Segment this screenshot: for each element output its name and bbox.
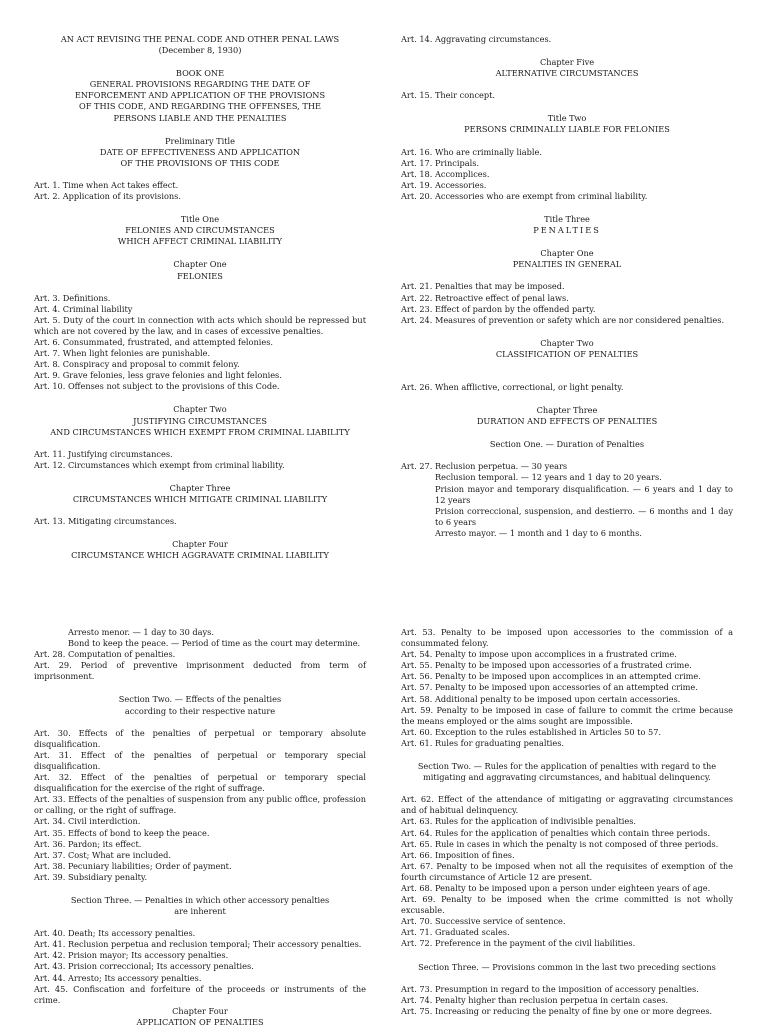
article-line: Art. 71. Graduated scales. [401, 927, 510, 938]
indented-line: Reclusion temporal. — 12 years and 1 day to 20 years. [435, 472, 662, 483]
section-heading: Chapter One [540, 248, 594, 259]
heading-line: PENALTIES IN GENERAL [512, 259, 622, 270]
article-line: Art. 39. Subsidiary penalty. [34, 871, 148, 882]
section-heading: Preliminary Title [164, 135, 236, 146]
indented-line: Prision correccional, suspension, and destierro. — 6 months and 1 day to 6 years [435, 505, 733, 527]
article-line: Art. 73. Presumption in regard to the imposition of accessory penalties. [401, 983, 699, 994]
heading-line: CIRCUMSTANCES WHICH MITIGATE CRIMINAL LIABILITY [72, 494, 328, 504]
article-line: Art. 28. Computation of penalties. [34, 649, 176, 660]
heading-line: AN ACT REVISING THE PENAL CODE AND OTHER PENAL LAWS [60, 34, 340, 44]
article-line: Art. 16. Who are criminally liable. [401, 146, 542, 157]
bottom-right-column [401, 627, 733, 1017]
article-line: Art. 24. Measures of prevention or safety which are nor considered penalties. [401, 314, 725, 325]
article-line: Art. 9. Grave felonies, less grave felonies and light felonies. [34, 370, 282, 381]
article-line: Art. 4. Criminal liability [34, 303, 133, 314]
heading-line: JUSTIFYING CIRCUMSTANCES [133, 415, 267, 426]
section-heading: Chapter Two [540, 337, 594, 348]
heading-line: WHICH AFFECT CRIMINAL LIABILITY [117, 236, 283, 247]
section-heading: Chapter Five [539, 57, 595, 68]
top-right-column [401, 34, 733, 539]
article-line: Art. 10. Offenses not subject to the provisions of this Code. [34, 381, 280, 392]
heading-line: OF THE PROVISIONS OF THIS CODE [120, 157, 280, 168]
article-line: Art. 64. Rules for the application of penalties which contain three periods. [401, 827, 711, 838]
article-line: Art. 21. Penalties that may be imposed. [401, 281, 565, 292]
article-line: Art. 70. Successive service of sentence. [401, 916, 566, 927]
article-line: Art. 8. Conspiracy and proposal to commit felony. [34, 359, 240, 370]
top-left-column [34, 34, 366, 561]
section-heading: Section Two. — Effects of the penalties [118, 694, 282, 705]
heading-line: CIRCUMSTANCE WHICH AGGRAVATE CRIMINAL LIABILITY [71, 550, 329, 561]
section-heading: Chapter Three [169, 482, 231, 493]
section-heading: Section Two. — Rules for the application of penalties with regard to the [417, 761, 717, 772]
section-heading: Section Three. — Provisions common in the last two preceding sections [418, 961, 716, 972]
heading-line: AND CIRCUMSTANCES WHICH EXEMPT FROM CRIMINAL LIABILITY [50, 426, 350, 437]
article-line: Art. 66. Imposition of fines. [401, 849, 515, 860]
heading-line: PERSONS LIABLE AND THE PENALTIES [113, 112, 287, 123]
article-line: Art. 57. Penalty to be imposed upon accessories of an attempted crime. [401, 682, 698, 693]
heading-line: PENALTIES [533, 225, 601, 236]
article-line: Art. 68. Penalty to be imposed upon a person under eighteen years of age. [401, 882, 711, 893]
section-heading: Section Three. — Penalties in which other accessory penalties [70, 894, 330, 905]
article-line: Art. 41. Reclusion perpetua and reclusion temporal; Their accessory penalties. [34, 939, 362, 950]
section-heading: Title Three [544, 214, 590, 225]
article-line: Art. 40. Death; Its accessory penalties. [34, 928, 196, 939]
article-line: Art. 58. Additional penalty to be imposed upon certain accessories. [401, 693, 681, 704]
article-line: Art. 29. Period of preventive imprisonment deducted from term of imprisonment. [34, 660, 366, 682]
article-line: Art. 5. Duty of the court in connection with acts which should be repressed but which are not covered by the law, and in cases of excessive penalties. [34, 314, 366, 336]
article-line: Art. 19. Accessories. [401, 179, 487, 190]
article-line: Art. 13. Mitigating circumstances. [34, 516, 177, 527]
article-line: Art. 11. Justifying circumstances. [34, 448, 173, 459]
article-line: Art. 7. When light felonies are punishable. [34, 348, 211, 359]
article-line: Art. 18. Accomplices. [401, 168, 490, 179]
article-line: Art. 23. Effect of pardon by the offended party. [401, 303, 596, 314]
article-line: Art. 45. Confiscation and forfeiture of the proceeds or instruments of the crime. [34, 983, 366, 1005]
heading-line: FELONIES [177, 270, 223, 281]
article-line: Art. 3. Definitions. [34, 292, 111, 303]
heading-line: ALTERNATIVE CIRCUMSTANCES [495, 68, 639, 79]
article-line: Art. 75. Increasing or reducing the penalty of fine by one or more degrees. [401, 1005, 713, 1016]
heading-line: according to their respective nature [124, 705, 276, 716]
article-line: Art. 17. Principals. [401, 157, 480, 168]
article-line: Art. 54. Penalty to impose upon accomplices in a frustrated crime. [401, 649, 677, 660]
document-top-half [0, 34, 768, 604]
article-line: Art. 1. Time when Act takes effect. [34, 179, 179, 190]
section-heading: Chapter Three [536, 405, 598, 416]
article-line: Art. 32. Effect of the penalties of perpetual or temporary special disqualification for the exercise of the right of suffrage. [34, 772, 366, 794]
article-line: Art. 43. Prision correccional; Its accessory penalties. [34, 961, 254, 972]
article-line: Art. 37. Cost; What are included. [34, 849, 171, 860]
heading-line: DURATION AND EFFECTS OF PENALTIES [476, 416, 658, 427]
article-line: Art. 74. Penalty higher than reclusion perpetua in certain cases. [401, 994, 669, 1005]
indented-line: Bond to keep the peace. — Period of time as the court may determine. [68, 638, 361, 649]
heading-line: GENERAL PROVISIONS REGARDING THE DATE OF [89, 79, 311, 90]
article-line: Art. 31. Effect of the penalties of perpetual or temporary special disqualification. [34, 749, 366, 771]
heading-line: APPLICATION OF PENALTIES [136, 1016, 264, 1027]
heading-line: ENFORCEMENT AND APPLICATION OF THE PROVISIONS [74, 90, 326, 101]
article-line: Art. 27. Reclusion perpetua. — 30 years [401, 461, 568, 472]
article-line: Art. 42. Prision mayor; Its accessory penalties. [34, 950, 229, 961]
article-line: Art. 33. Effects of the penalties of suspension from any public office, profession or calling, or the right of suffrage. [34, 794, 366, 816]
article-line: Art. 34. Civil interdiction. [34, 816, 141, 827]
section-heading: Chapter Two [173, 404, 227, 415]
article-line: Art. 56. Penalty to be imposed upon accomplices in an attempted crime. [401, 671, 701, 682]
section-heading: Title Two [547, 113, 587, 124]
indented-line: Prision mayor and temporary disqualification. — 6 years and 1 day to 12 years [435, 483, 733, 505]
article-line: Art. 12. Circumstances which exempt from criminal liability. [34, 459, 285, 470]
article-line: Art. 72. Preference in the payment of the civil liabilities. [401, 938, 636, 949]
document-bottom-half [0, 627, 768, 1027]
article-line: Art. 67. Penalty to be imposed when not all the requisites of exemption of the fourth circumstance of Article 12 are present. [401, 860, 733, 882]
section-heading: Chapter One [173, 259, 227, 270]
article-line: Art. 53. Penalty to be imposed upon accessories to the commission of a consummated felony. [401, 627, 733, 649]
heading-line: are inherent [174, 906, 226, 917]
article-line: Art. 2. Application of its provisions. [34, 191, 181, 202]
heading-line: FELONIES AND CIRCUMSTANCES [125, 225, 275, 236]
heading-line: OF THIS CODE, AND REGARDING THE OFFENSES, THE [79, 101, 321, 112]
article-line: Art. 14. Aggravating circumstances. [401, 34, 552, 44]
indented-line: Arresto mayor. — 1 month and 1 day to 6 months. [435, 527, 642, 538]
heading-line: PERSONS CRIMINALLY LIABLE FOR FELONIES [464, 124, 670, 135]
article-line: Art. 62. Effect of the attendance of mitigating or aggravating circumstances and of habitual delinquency. [401, 794, 733, 816]
section-heading: Chapter Four [172, 539, 228, 550]
article-line: Art. 63. Rules for the application of indivisible penalties. [401, 816, 637, 827]
article-line: Art. 36. Pardon; its effect. [34, 838, 142, 849]
article-line: Art. 30. Effects of the penalties of perpetual or temporary absolute disqualification. [34, 727, 366, 749]
section-heading: Section One. — Duration of Penalties [489, 439, 645, 450]
heading-line: mitigating and aggravating circumstances, and habitual delinquency. [423, 772, 711, 783]
article-line: Art. 6. Consummated, frustrated, and attempted felonies. [34, 336, 274, 347]
article-line: Art. 22. Retroactive effect of penal laws. [401, 292, 569, 303]
article-line: Art. 60. Exception to the rules established in Articles 50 to 57. [401, 726, 662, 737]
indented-line: Arresto menor. — 1 day to 30 days. [68, 627, 214, 637]
bottom-left-column [34, 627, 366, 1028]
article-line: Art. 15. Their concept. [401, 90, 496, 101]
heading-line: (December 8, 1930) [158, 45, 242, 56]
article-line: Art. 61. Rules for graduating penalties. [401, 737, 565, 748]
article-line: Art. 35. Effects of bond to keep the peace. [34, 827, 210, 838]
heading-line: DATE OF EFFECTIVENESS AND APPLICATION [99, 146, 301, 157]
article-line: Art. 69. Penalty to be imposed when the crime committed is not wholly excusable. [401, 894, 733, 916]
article-line: Art. 65. Rule in cases in which the penalty is not composed of three periods. [401, 838, 719, 849]
article-line: Art. 38. Pecuniary liabilities; Order of payment. [34, 860, 232, 871]
section-heading: BOOK ONE [175, 68, 225, 79]
article-line: Art. 44. Arresto; Its accessory penalties. [34, 972, 202, 983]
heading-line: Chapter Four [172, 1005, 228, 1016]
article-line: Art. 20. Accessories who are exempt from criminal liability. [401, 190, 648, 201]
article-line: Art. 55. Penalty to be imposed upon accessories of a frustrated crime. [401, 660, 692, 671]
section-heading: Title One [180, 214, 220, 225]
article-line: Art. 59. Penalty to be imposed in case of failure to commit the crime because the means employed or the aims sought are impossible. [401, 704, 733, 726]
heading-line: CLASSIFICATION OF PENALTIES [495, 348, 639, 359]
article-line: Art. 26. When afflictive, correctional, or light penalty. [401, 381, 624, 392]
